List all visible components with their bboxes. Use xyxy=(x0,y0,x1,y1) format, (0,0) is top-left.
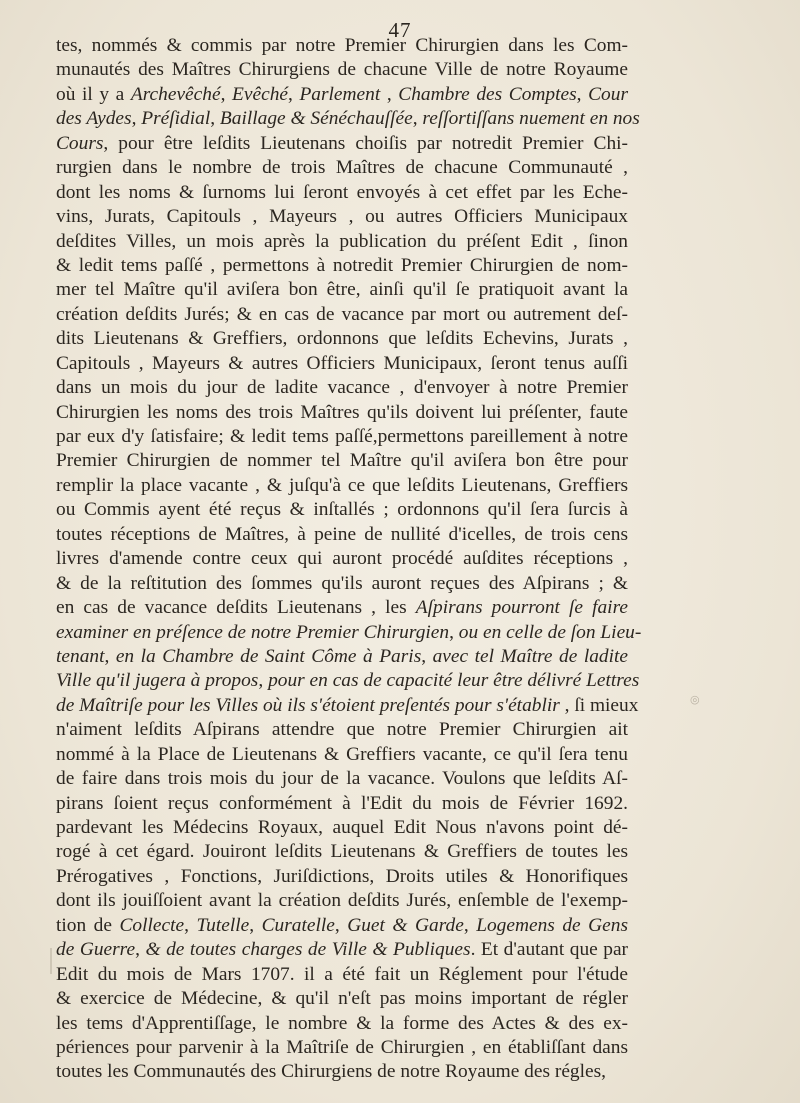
margin-smudge: ◎ xyxy=(690,694,700,706)
text-line: dont les noms & ſurnoms lui ſeront envoyés à cet effet par les Eche- xyxy=(56,181,628,203)
page-number: 47 xyxy=(388,18,412,42)
text-line: deſdites Villes, un mois après la publication du préſent Edit , ſinon xyxy=(56,230,628,252)
text-line: périences pour parvenir à la Maîtriſe de Chirurgien , en établiſſant dans xyxy=(56,1036,628,1058)
text-line: Prérogatives , Fonctions, Juriſdictions, Droits utiles & Honorifiques xyxy=(56,865,628,887)
text-line: par eux d'y ſatisfaire; & ledit tems paſſé,permettons pareillement à notre xyxy=(56,426,628,447)
text-line: création deſdits Jurés; & en cas de vacance par mort ou autrement deſ- xyxy=(56,303,628,325)
text-line: Premier Chirurgien de nommer tel Maître qu'il aviſera bon être pour xyxy=(56,450,628,472)
text-line: Capitouls , Mayeurs & autres Officiers Municipaux, ſeront tenus auſſi xyxy=(56,352,628,374)
text-line: mer tel Maître qu'il aviſera bon être, ainſi qu'il ſe pratiquoit avant la xyxy=(56,279,628,301)
text-line: de faire dans trois mois du jour de la vacance. Voulons que leſdits Aſ- xyxy=(56,768,628,790)
text-line: dont ils jouiſſoient avant la création deſdits Jurés, enſemble de l'exemp- xyxy=(56,890,628,912)
text-line: nommé à la Place de Lieutenans & Greffiers vacante, ce qu'il ſera tenu xyxy=(56,743,628,765)
text-line: examiner en préſence de notre Premier Chirurgien, ou en celle de ſon Lieu- xyxy=(56,621,642,643)
text-line: rogé à cet égard. Jouiront leſdits Lieutenans & Greffiers de toutes les xyxy=(56,841,628,863)
text-line: tes, nommés & commis par notre Premier Chirurgien dans les Com- xyxy=(56,35,628,56)
text-line: de Maîtriſe pour les Villes où ils s'étoient preſentés pour s'établir , ſi mieux xyxy=(56,694,639,716)
text-line: où il y a Archevêché, Evêché, Parlement , Chambre des Comptes, Cour xyxy=(56,83,628,105)
text-line: les tems d'Apprentiſſage, le nombre & la forme des Actes & des ex- xyxy=(56,1012,628,1034)
text-line: des Aydes, Préſidial, Baillage & Sénéchauſſée, reſſortiſſans nuement en nos xyxy=(56,108,640,130)
text-line: vins, Jurats, Capitouls , Mayeurs , ou autres Officiers Municipaux xyxy=(56,206,628,228)
text-line: Chirurgien les noms des trois Maîtres qu'ils doivent lui préſenter, faute xyxy=(56,401,628,423)
text-line: livres d'amende contre ceux qui auront procédé auſdites réceptions , xyxy=(56,548,628,570)
text-line: de Guerre, & de toutes charges de Ville & Publiques. Et d'autant que par xyxy=(56,939,629,961)
text-line: pirans ſoient reçus conformément à l'Edit du mois de Février 1692. xyxy=(56,792,628,814)
text-line: toutes les Communautés des Chirurgiens de notre Royaume des régles, xyxy=(56,1061,607,1083)
text-line: Edit du mois de Mars 1707. il a été fait un Réglement pour l'étude xyxy=(56,963,628,985)
text-line: dans un mois du jour de ladite vacance , d'envoyer à notre Premier xyxy=(56,377,628,399)
text-line: remplir la place vacante , & juſqu'à ce que leſdits Lieutenans, Greffiers xyxy=(56,474,628,496)
text-line: toutes réceptions de Maîtres, à peine de nullité d'icelles, de trois cens xyxy=(56,523,628,545)
text-line: ou Commis ayent été reçus & inſtallés ; ordonnons qu'il ſera ſurcis à xyxy=(56,499,628,521)
text-line: munautés des Maîtres Chirurgiens de chacune Ville de notre Royaume xyxy=(56,59,628,81)
text-line: & exercice de Médecine, & qu'il n'eſt pas moins important de régler xyxy=(56,988,628,1010)
text-line: dits Lieutenans & Greffiers, ordonnons que leſdits Echevins, Jurats , xyxy=(56,328,628,350)
text-line: tion de Collecte, Tutelle, Curatelle, Guet & Garde, Logemens de Gens xyxy=(56,914,628,936)
text-line: Cours, pour être leſdits Lieutenans choiſis par notredit Premier Chi- xyxy=(56,132,628,154)
text-line: pardevant les Médecins Royaux, auquel Edit Nous n'avons point dé- xyxy=(56,817,628,838)
text-line: en cas de vacance deſdits Lieutenans , les Aſpirans pourront ſe faire xyxy=(56,597,628,619)
text-line: rurgien dans le nombre de trois Maîtres de chacune Communauté , xyxy=(56,157,628,179)
text-line: Ville qu'il jugera à propos, pour en cas de capacité leur être délivré Lettres xyxy=(56,670,640,692)
text-line: & ledit tems paſſé , permettons à notredit Premier Chirurgien de nom- xyxy=(56,254,628,276)
text-line: n'aiment leſdits Aſpirans attendre que notre Premier Chirurgien ait xyxy=(56,719,628,741)
body-text xyxy=(56,34,642,1085)
text-line: tenant, en la Chambre de Saint Côme à Paris, avec tel Maître de ladite xyxy=(56,645,628,667)
text-line: & de la reſtitution des ſommes qu'ils auront reçues des Aſpirans ; & xyxy=(56,572,628,594)
margin-mark xyxy=(50,948,52,974)
